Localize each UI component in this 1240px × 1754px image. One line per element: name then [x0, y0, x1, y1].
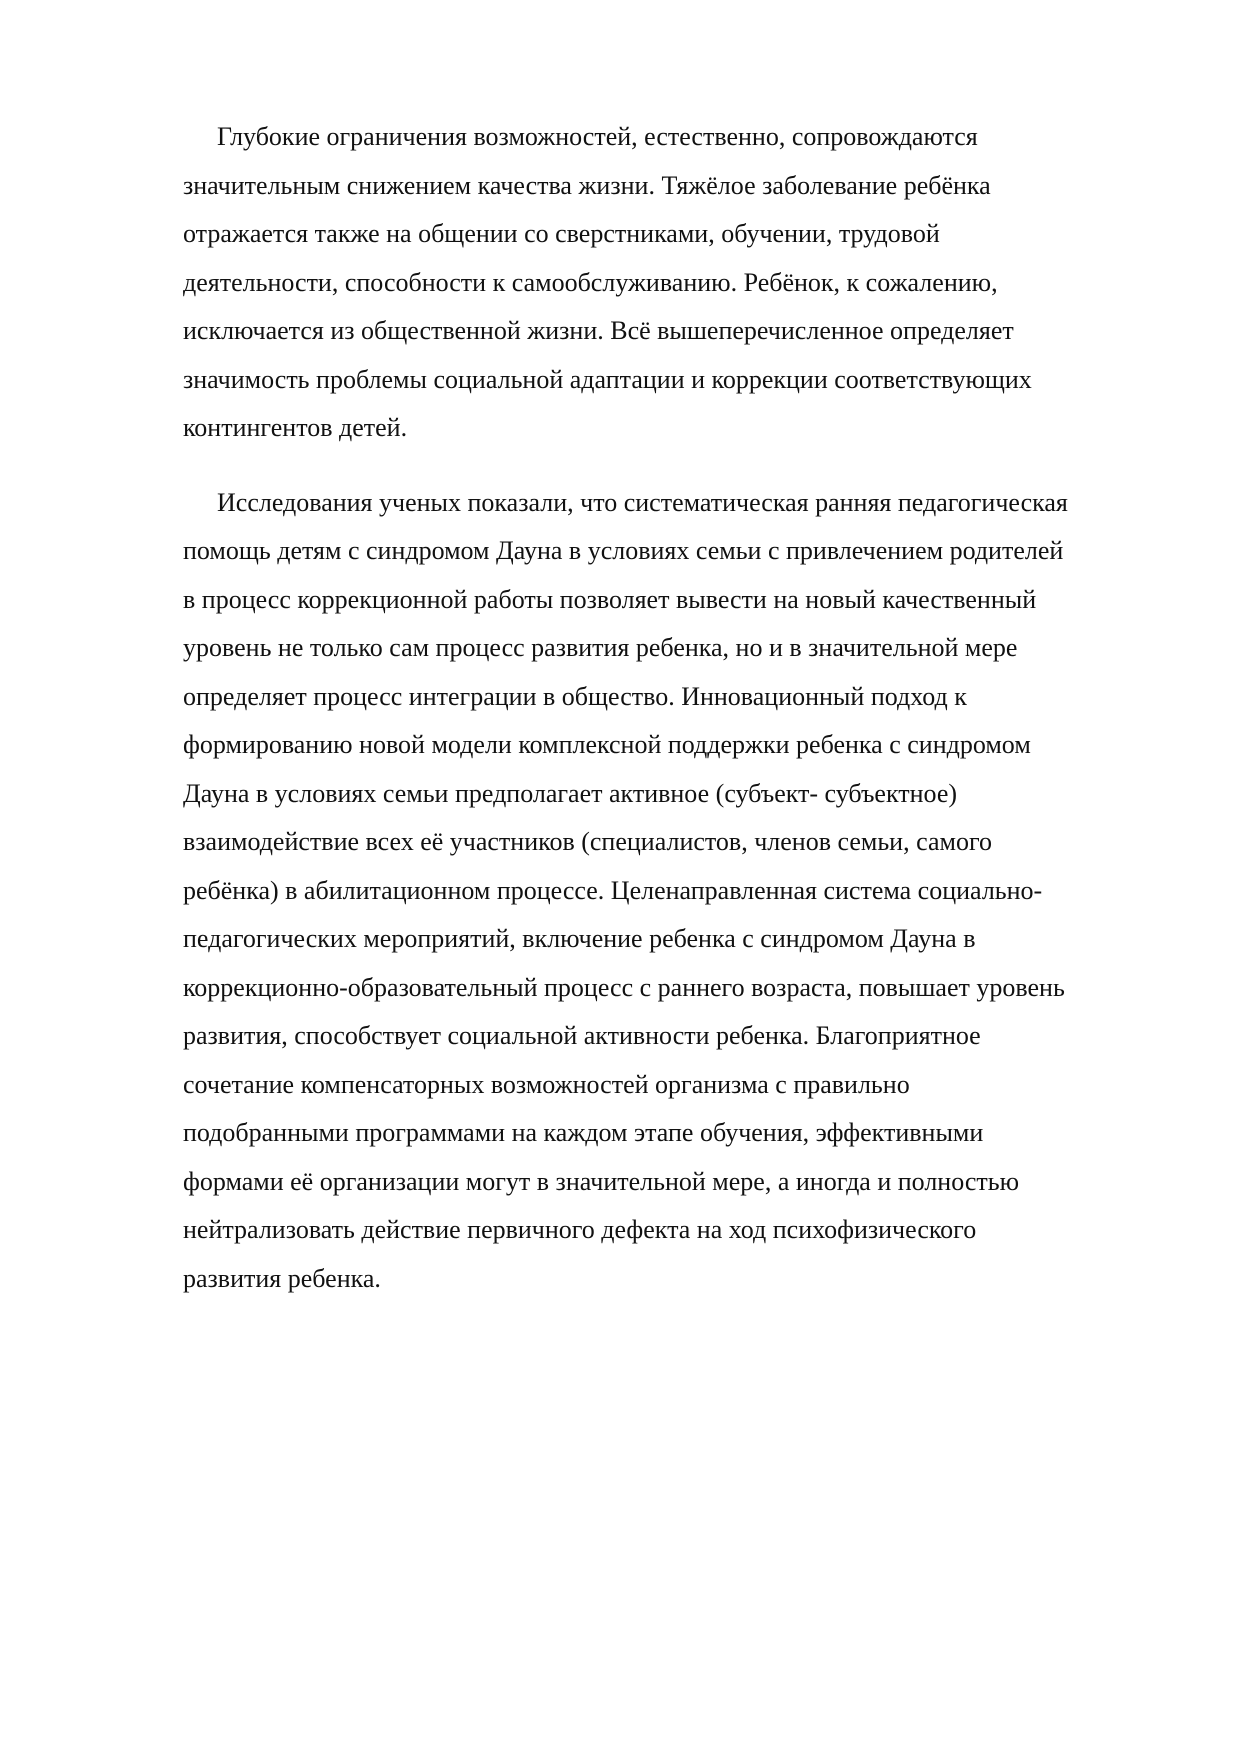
paragraph-line: исключается из общественной жизни. Всё вышеперечисленное определяет	[183, 316, 1014, 345]
paragraph-line: формированию новой модели комплексной поддержки ребенка с синдромом	[183, 730, 1031, 759]
paragraph-line: контингентов детей.	[183, 413, 408, 442]
paragraph-line: определяет процесс интеграции в общество. Инновационный подход к	[183, 681, 967, 711]
paragraph-line: педагогических мероприятий, включение ребенка с синдромом Дауна в	[183, 924, 976, 953]
paragraph-1	[183, 113, 1143, 453]
paragraph-line: коррекционно-образовательный процесс с раннего возраста, повышает уровень	[183, 972, 1065, 1002]
paragraph-line: значительным снижением качества жизни. Тяжёлое заболевание ребёнка	[183, 170, 991, 200]
paragraph-line: развития, способствует социальной активности ребенка. Благоприятное	[183, 1021, 981, 1050]
paragraph-line: сочетание компенсаторных возможностей организма с правильно	[183, 1069, 910, 1099]
paragraph-line: Дауна в условиях семьи предполагает активное (субъект- субъектное)	[183, 778, 958, 808]
paragraph-line: развития ребенка.	[183, 1263, 381, 1293]
paragraph-line: отражается также на общении со сверстниками, обучении, трудовой	[183, 219, 940, 248]
paragraph-line: взаимодействие всех её участников (специалистов, членов семьи, самого	[183, 827, 992, 856]
paragraph-line: формами её организации могут в значительной мере, а иногда и полностью	[183, 1166, 1020, 1196]
paragraph-line: уровень не только сам процесс развития ребенка, но и в значительной мере	[183, 633, 1018, 662]
document-body	[183, 113, 1143, 1303]
paragraph-line: значимость проблемы социальной адаптации и коррекции соответствующих	[183, 364, 1032, 394]
paragraph-line: подобранными программами на каждом этапе обучения, эффективными	[183, 1118, 984, 1147]
paragraph-line: нейтрализовать действие первичного дефекта на ход психофизического	[183, 1215, 977, 1244]
paragraph-line: деятельности, способности к самообслуживанию. Ребёнок, к сожалению,	[183, 267, 998, 297]
paragraph-line: в процесс коррекционной работы позволяет вывести на новый качественный	[183, 584, 1037, 614]
paragraph-line: помощь детям с синдромом Дауна в условиях семьи с привлечением родителей	[183, 536, 1064, 565]
paragraph-line: Исследования ученых показали, что систематическая ранняя педагогическая	[217, 487, 1068, 517]
paragraph-line: ребёнка) в абилитационном процессе. Целенаправленная система социально-	[183, 875, 1043, 905]
paragraph-2	[183, 479, 1143, 1304]
paragraph-line: Глубокие ограничения возможностей, естественно, сопровождаются	[217, 122, 978, 151]
